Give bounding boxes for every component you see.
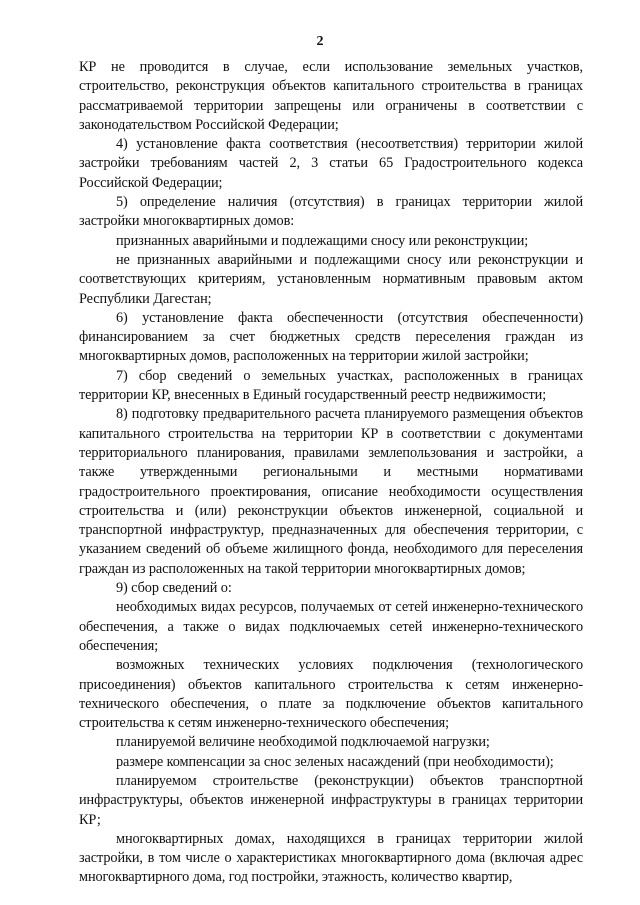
paragraph-item-5: 5) определение наличия (отсутствия) в границах территории жилой застройки многоквартирных домов: (79, 194, 583, 230)
page-number: 2 (316, 34, 324, 49)
paragraph-item-9-resources: необходимых видах ресурсов, получаемых от сетей инженерно-технического обеспечения, а также о видах подключаемых сетей инженерно-технического обеспечения; (79, 599, 583, 654)
paragraph-item-8: 8) подготовку предварительного расчета планируемого размещения объектов капитального строительства на территории КР в соответствии с документами территориального планирования, правилами землепользования и застройки, а также утвержденными региональными и местными нормативами градостроительного проектирования, описание необходимости осуществления строительства и (или) реконструкции объектов инженерной, социальной и транспортной инфраструктур, предназначенных для обеспечения территории, с указанием сведений об объеме жилищного фонда, необходимого для переселения граждан из расположенных на такой территории многоквартирных домов; (79, 406, 583, 577)
paragraph-item-9-load: планируемой величине необходимой подключаемой нагрузки; (116, 734, 490, 751)
paragraph-item-5-emergency: признанных аварийными и подлежащими сносу или реконструкции; (116, 232, 529, 249)
paragraph-item-9-compensation: размере компенсации за снос зеленых насаждений (при необходимости); (116, 753, 554, 770)
paragraph-item-6: 6) установление факта обеспеченности (отсутствия обеспеченности) финансированием за счет бюджетных средств переселения граждан из многоквартирных домов, расположенных на территории жилой застройки; (79, 309, 583, 365)
paragraph-item-5-non-emergency: не признанных аварийными и подлежащими сносу или реконструкции и соответствующих критериям, установленным нормативным правовым актом Республики Дагестан; (79, 251, 583, 307)
paragraph-item-9-apartment-buildings: многоквартирных домах, находящихся в границах территории жилой застройки, в том числе о характеристиках многоквартирного дома (включая адрес многоквартирного дома, год постройки, этажность, количество квартир, (79, 830, 583, 886)
paragraph-item-4: 4) установление факта соответствия (несоответствия) территории жилой застройки требованиям частей 2, 3 статьи 65 Градостроительного кодекса Российской Федерации; (79, 136, 583, 191)
paragraph-kr-restriction: КР не проводится в случае, если использование земельных участков, строительство, реконструкция объектов капитального строительства в границах рассматриваемой территории запрещены или ограничены в соответствии с законодательством Российской Федерации; (79, 59, 583, 133)
document-body (79, 58, 583, 888)
paragraph-item-9-technical-conditions: возможных технических условиях подключения (технологического присоединения) объектов капитального строительства к сетям инженерно-технического обеспечения, о плате за подключение объектов капитального строительства к сетям инженерно-технического обеспечения; (79, 657, 583, 732)
paragraph-item-9: 9) сбор сведений о: (116, 580, 232, 597)
paragraph-item-7: 7) сбор сведений о земельных участках, расположенных в границах территории КР, внесенных в Единый государственный реестр недвижимости; (79, 367, 583, 404)
paragraph-item-9-infrastructure: планируемом строительстве (реконструкции) объектов транспортной инфраструктуры, объектов инженерной инфраструктуры в границах территории КР; (79, 772, 583, 828)
